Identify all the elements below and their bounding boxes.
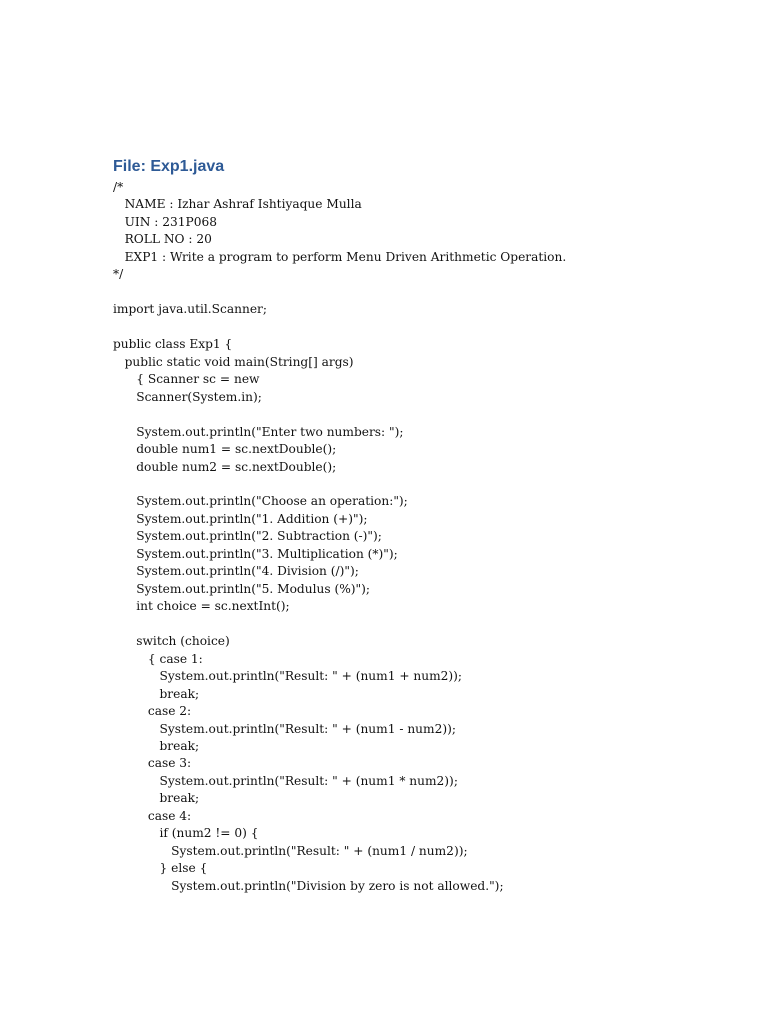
code-line: double num1 = sc.nextDouble();	[113, 442, 337, 457]
code-listing	[113, 179, 753, 895]
code-line: switch (choice)	[113, 634, 230, 649]
code-line: System.out.println("3. Multiplication (*)");	[113, 546, 398, 561]
code-line: System.out.println("Result: " + (num1 / num2));	[113, 843, 468, 858]
code-line: UIN : 231P068	[113, 214, 217, 229]
code-line: { Scanner sc = new	[113, 372, 260, 387]
code-line	[113, 284, 753, 301]
code-line: NAME : Izhar Ashraf Ishtiyaque Mulla	[113, 197, 362, 212]
code-line: Scanner(System.in);	[113, 389, 262, 404]
code-line: */	[113, 267, 124, 282]
code-line: break;	[113, 739, 200, 753]
code-line	[113, 319, 753, 336]
code-line: { case 1:	[113, 651, 203, 666]
code-line: break;	[113, 791, 200, 806]
code-line: case 2:	[113, 704, 192, 719]
code-line	[113, 476, 753, 493]
code-line: public class Exp1 {	[113, 337, 233, 352]
code-line: } else {	[113, 861, 208, 876]
code-line: case 3:	[113, 756, 192, 771]
code-line: if (num2 != 0) {	[113, 826, 259, 841]
code-line	[113, 616, 753, 633]
code-line: System.out.println("1. Addition (+)");	[113, 511, 368, 526]
file-heading: File: Exp1.java	[113, 158, 225, 175]
code-line: System.out.println("Choose an operation:");	[113, 494, 408, 509]
code-line: public static void main(String[] args)	[113, 354, 354, 369]
code-line: double num2 = sc.nextDouble();	[113, 459, 337, 474]
code-line: System.out.println("Result: " + (num1 + num2));	[113, 669, 463, 684]
code-line: /*	[113, 180, 124, 194]
code-line: System.out.println("4. Division (/)");	[113, 564, 359, 579]
code-line: System.out.println("Result: " + (num1 - num2));	[113, 721, 456, 736]
code-line: break;	[113, 686, 200, 701]
code-line: EXP1 : Write a program to perform Menu Driven Arithmetic Operation.	[113, 249, 567, 264]
code-line: import java.util.Scanner;	[113, 302, 267, 317]
code-line: System.out.println("2. Subtraction (-)");	[113, 529, 382, 544]
code-line: System.out.println("Division by zero is not allowed.");	[113, 878, 504, 893]
code-line: case 4:	[113, 808, 192, 823]
code-line: System.out.println("5. Modulus (%)");	[113, 581, 371, 596]
code-line: System.out.println("Enter two numbers: ");	[113, 424, 404, 439]
code-line: System.out.println("Result: " + (num1 * num2));	[113, 773, 458, 788]
code-line: int choice = sc.nextInt();	[113, 599, 290, 614]
code-line: ROLL NO : 20	[113, 232, 212, 247]
code-line	[113, 406, 753, 423]
